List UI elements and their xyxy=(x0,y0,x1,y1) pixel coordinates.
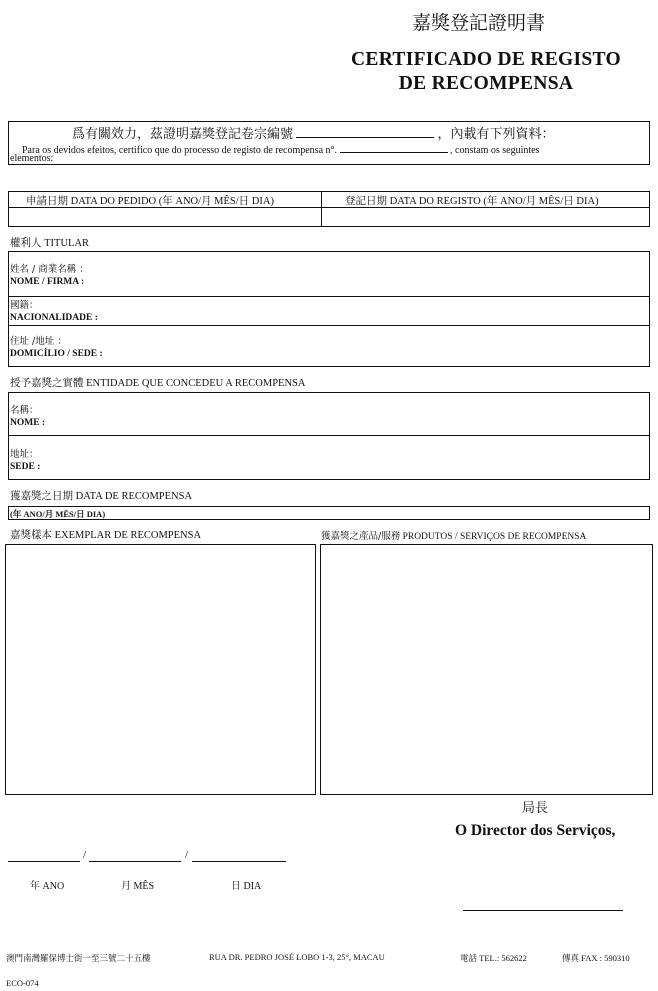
footer-fax: 傳真 FAX : 590310 xyxy=(562,953,630,963)
date-separator-2: / xyxy=(185,849,189,861)
registry-date-zh: 登記日期 xyxy=(345,195,387,207)
registry-date-field[interactable] xyxy=(322,208,649,226)
month-label: 月 MÊS xyxy=(121,881,155,892)
entity-heading xyxy=(10,375,305,390)
year-blank[interactable] xyxy=(8,861,80,862)
name-field[interactable] xyxy=(10,263,89,289)
titular-box xyxy=(8,251,650,367)
products-area[interactable] xyxy=(320,544,653,795)
specimen-heading-zh: 嘉獎樣本 xyxy=(10,529,52,541)
name-label-pt: NOME / FIRMA : xyxy=(10,277,85,287)
certification-zh-line xyxy=(72,123,555,142)
titular-heading-zh: 權利人 xyxy=(10,237,42,249)
entity-name-label-pt: NOME : xyxy=(10,418,46,428)
specimen-heading xyxy=(10,527,201,542)
domicile-label-zh: 住址 /地址 ： xyxy=(10,336,67,347)
entity-address-label-pt: SEDE : xyxy=(10,462,41,472)
certification-pt-line xyxy=(22,142,539,156)
form-title-portuguese xyxy=(336,48,636,96)
director-label-pt: O Director dos Serviços, xyxy=(455,822,616,839)
entity-name-label-zh: 名稱： xyxy=(10,405,39,416)
form-title-chinese: 嘉獎登記證明書 xyxy=(412,12,546,34)
specimen-heading-pt: EXEMPLAR DE RECOMPENSA xyxy=(54,530,202,541)
entity-divider xyxy=(8,435,650,436)
footer-tel: 電話 TEL.: 562622 xyxy=(460,953,527,963)
products-heading xyxy=(321,528,586,542)
form-code: ECO-074 xyxy=(6,978,39,988)
registry-date-pt: DATA DO REGISTO (年 ANO/月 MÊS/日 DIA) xyxy=(389,196,599,207)
certification-zh-suffix: ，內載有下列資料： xyxy=(437,127,555,142)
request-date-field[interactable] xyxy=(9,208,320,226)
nationality-label-pt: NACIONALIDADE : xyxy=(10,313,98,323)
titular-heading-pt: TITULAR xyxy=(44,238,90,249)
certification-pt-suffix: , constam os seguintes xyxy=(450,145,540,156)
award-date-heading-pt: DATA DE RECOMPENSA xyxy=(75,491,193,502)
entity-box xyxy=(8,392,650,480)
titular-heading xyxy=(10,235,89,250)
certification-pt-prefix: Para os devidos efeitos, certifico que do processo de registo de recompensa n°. xyxy=(22,145,338,156)
day-label: 日 DIA xyxy=(231,881,262,892)
entity-name-field[interactable] xyxy=(10,404,45,430)
certification-pt-line-2: elementos: xyxy=(10,153,54,164)
award-date-heading-zh: 獲嘉獎之日期 xyxy=(10,490,73,502)
date-separator-1: / xyxy=(83,849,87,861)
registry-date-label xyxy=(345,193,599,208)
request-date-label xyxy=(26,193,274,208)
entity-heading-pt: ENTIDADE QUE CONCEDEU A RECOMPENSA xyxy=(86,378,306,389)
titular-divider-1 xyxy=(8,296,650,297)
name-label-zh: 姓名 / 商業名稱 ： xyxy=(10,264,89,275)
domicile-field[interactable] xyxy=(10,335,103,361)
titular-divider-2 xyxy=(8,325,650,326)
entity-heading-zh: 授予嘉獎之實體 xyxy=(10,377,84,389)
form-title-line-2: DE RECOMPENSA xyxy=(398,73,574,94)
products-heading-zh: 獲嘉獎之產品/服務 xyxy=(321,531,401,542)
request-date-zh: 申請日期 xyxy=(26,195,68,207)
nationality-field[interactable] xyxy=(10,299,98,325)
specimen-area[interactable] xyxy=(5,544,316,795)
request-date-pt: DATA DO PEDIDO (年 ANO/月 MÊS/日 DIA) xyxy=(70,196,274,207)
award-date-heading xyxy=(10,488,192,503)
entity-address-field[interactable] xyxy=(10,448,40,474)
products-heading-pt: PRODUTOS / SERVIÇOS DE RECOMPENSA xyxy=(402,532,587,542)
process-number-blank-pt[interactable] xyxy=(340,142,448,153)
month-blank[interactable] xyxy=(89,861,181,862)
footer-address-pt: RUA DR. PEDRO JOSÉ LOBO 1-3, 25°, MACAU xyxy=(209,952,385,962)
process-number-blank[interactable] xyxy=(296,127,434,138)
entity-address-label-zh: 地址： xyxy=(10,449,39,460)
nationality-label-zh: 國籍： xyxy=(10,300,39,311)
footer-address-zh: 澳門南灣羅保博士街一至三號二十五樓 xyxy=(6,954,151,964)
domicile-label-pt: DOMICÍLIO / SEDE : xyxy=(10,349,103,359)
year-label: 年 ANO xyxy=(30,881,65,892)
certification-zh-prefix: 爲有關效力，茲證明嘉獎登記卷宗編號 xyxy=(72,127,294,142)
form-title-line-1: CERTIFICADO DE REGISTO xyxy=(351,49,621,70)
director-label-zh: 局長 xyxy=(522,801,549,816)
day-blank[interactable] xyxy=(192,861,286,862)
award-date-format: (年 ANO/月 MÊS/日 DIA) xyxy=(10,509,106,519)
signature-line[interactable] xyxy=(463,910,623,911)
